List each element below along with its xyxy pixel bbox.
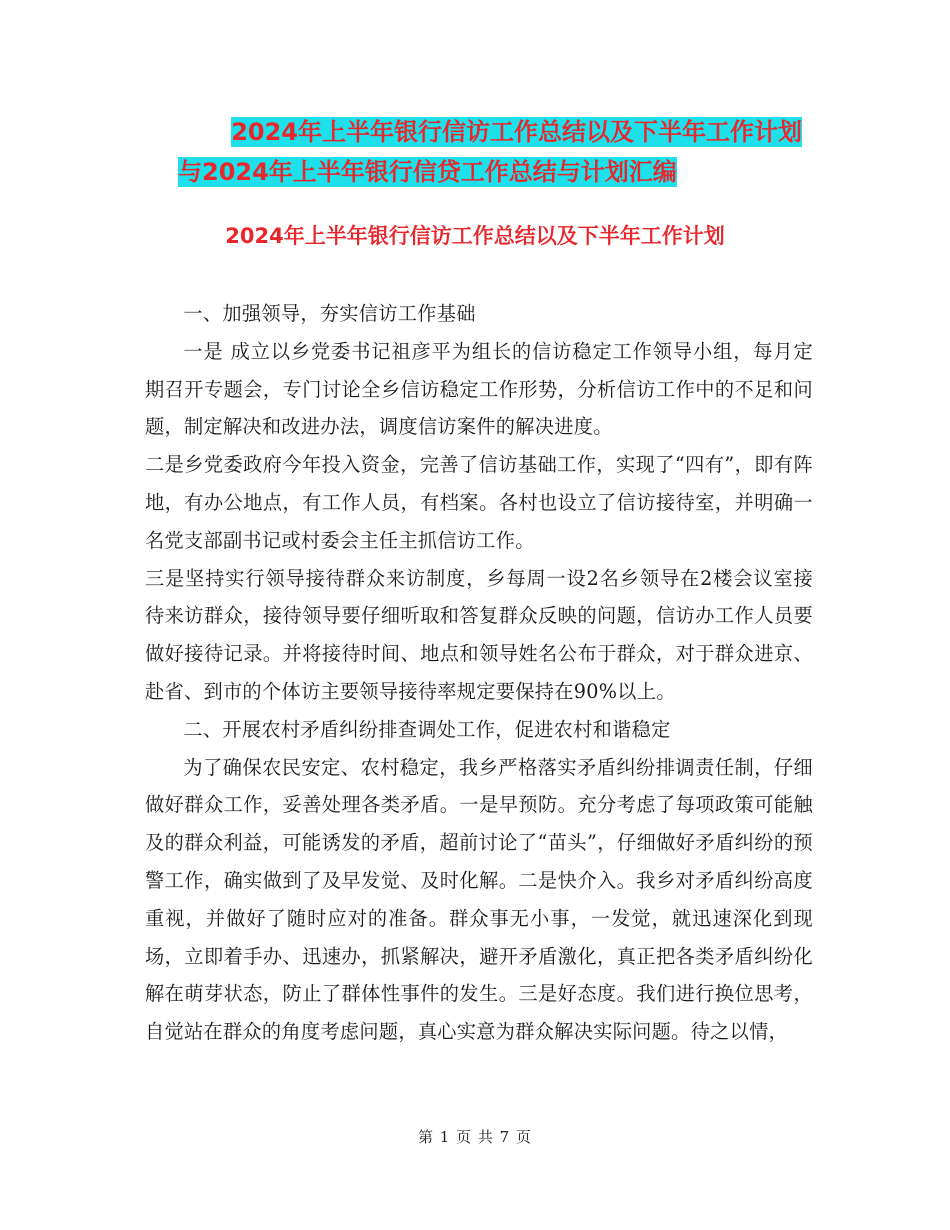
page-number-footer: 第 1 页 共 7 页 [418,1128,532,1146]
main-title-line-1 [150,112,830,152]
main-title-line-1-highlight: 2024年上半年银行信访工作总结以及下半年工作计划 [231,118,802,146]
body-text [145,295,813,1051]
main-title-line-2 [150,152,830,192]
main-title-line-2-highlight: 与2024年上半年银行信贷工作总结与计划汇编 [178,158,677,186]
section-title: 2024年上半年银行信访工作总结以及下半年工作计划 [225,224,725,248]
main-title [150,112,830,192]
paragraph-section-2-body: 为了确保农民安定、农村稳定，我乡严格落实矛盾纠纷排调责任制，仔细做好群众工作，妥善处理各类矛盾。一是早预防。充分考虑了每项政策可能触及的群众利益，可能诱发的矛盾，超前讨论了“苗头”，仔细做好矛盾纠纷的预警工作，确实做到了及早发觉、及时化解。二是快介入。我乡对矛盾纠纷高度重视，并做好了随时应对的准备。群众事无小事，一发觉，就迅速深化到现场，立即着手办、迅速办，抓紧解决，避开矛盾激化，真正把各类矛盾纠纷化解在萌芽状态，防止了群体性事件的发生。三是好态度。我们进行换位思考，自觉站在群众的角度考虑问题，真心实意为群众解决实际问题。待之以情， [145,755,813,1044]
paragraph-point-3: 三是坚持实行领导接待群众来访制度，乡每周一设2名乡领导在2楼会议室接待来访群众，接待领导要仔细听取和答复群众反映的问题，信访办工作人员要做好接待记录。并将接待时间、地点和领导姓名公布于群众，对于群众进京、赴省、到市的个体访主要领导接待率规定要保持在90%以上。 [145,566,813,703]
heading-section-1: 一、加强领导，夯实信访工作基础 [183,302,476,325]
paragraph-point-2: 二是乡党委政府今年投入资金，完善了信访基础工作，实现了“四有”，即有阵地，有办公地点，有工作人员，有档案。各村也设立了信访接待室，并明确一名党支部副书记或村委会主任主抓信访工作。 [145,453,813,552]
paragraph-point-1: 一是 成立以乡党委书记祖彦平为组长的信访稳定工作领导小组，每月定期召开专题会，专门讨论全乡信访稳定工作形势，分析信访工作中的不足和问题，制定解决和改进办法，调度信访案件的解决进度。 [145,339,813,439]
heading-section-2: 二、开展农村矛盾纠纷排查调处工作，促进农村和谐稳定 [183,717,671,741]
